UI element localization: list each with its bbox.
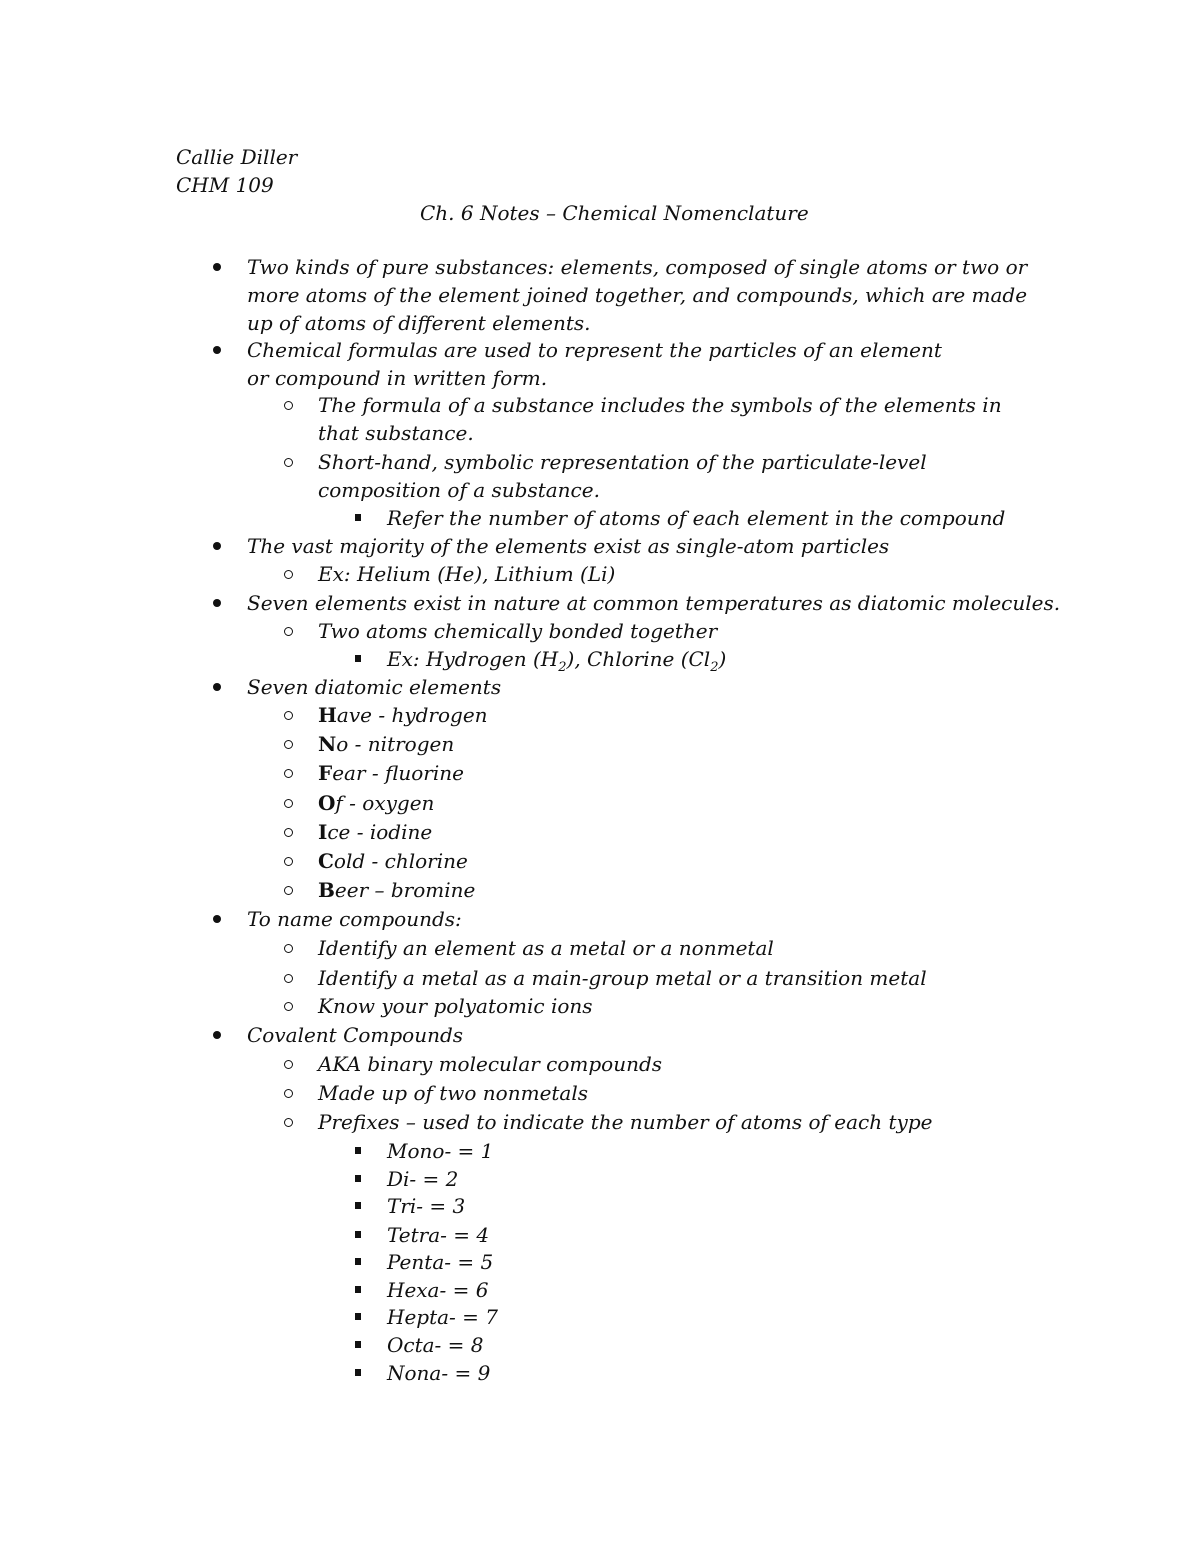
- bullet-icon: [213, 263, 221, 271]
- bullet-icon: [284, 1060, 293, 1069]
- prefix-item: Mono- = 1: [387, 1139, 494, 1163]
- bullet-icon: [355, 1202, 361, 1209]
- note-pure-substances: Two kinds of pure substances: elements, composed of single atoms or two or more atoms of the element joined together, and compounds, which are made up of atoms of different elements.: [247, 255, 1028, 335]
- bullet-icon: [355, 1258, 361, 1265]
- bullet-icon: [284, 886, 293, 895]
- note-covalent: Covalent Compounds: [247, 1023, 464, 1047]
- note-example-single: Ex: Helium (He), Lithium (Li): [318, 562, 616, 586]
- note-made-up: Made up of two nonmetals: [318, 1081, 589, 1105]
- bullet-icon: [213, 346, 221, 354]
- prefix-item: Hepta- = 7: [387, 1305, 498, 1329]
- bullet-icon: [355, 1147, 361, 1154]
- prefix-item: Di- = 2: [387, 1167, 459, 1191]
- prefix-item: Penta- = 5: [387, 1250, 494, 1274]
- note-seven-exist: Seven elements exist in nature at common temperatures as diatomic molecules.: [247, 591, 1061, 615]
- bullet-icon: [213, 542, 221, 550]
- bullet-icon: [213, 683, 221, 691]
- prefix-item: Octa- = 8: [387, 1333, 484, 1357]
- mnemonic-item: No - nitrogen: [318, 732, 455, 756]
- page-title: Ch. 6 Notes – Chemical Nomenclature: [420, 201, 809, 225]
- note-seven-diatomic: Seven diatomic elements: [247, 675, 502, 699]
- note-to-name: To name compounds:: [247, 907, 462, 931]
- bullet-icon: [284, 974, 293, 983]
- bullet-icon: [355, 1341, 361, 1348]
- bullet-icon: [284, 1118, 293, 1127]
- bullet-icon: [284, 458, 293, 467]
- bullet-icon: [284, 828, 293, 837]
- note-example-diatomic: Ex: Hydrogen $(H_2)$, Chlorine $(Cl_2)$: [387, 647, 727, 675]
- prefix-item: Hexa- = 6: [387, 1278, 489, 1302]
- prefix-item: Tri- = 3: [387, 1194, 466, 1218]
- prefix-item: Nona- = 9: [387, 1361, 491, 1385]
- bullet-icon: [284, 769, 293, 778]
- mnemonic-item: Cold - chlorine: [318, 849, 468, 873]
- mnemonic-item: Of - oxygen: [318, 791, 435, 815]
- prefix-item: Tetra- = 4: [387, 1223, 490, 1247]
- bullet-icon: [213, 599, 221, 607]
- mnemonic-item: Ice - iodine: [318, 820, 433, 844]
- note-know-ions: Know your polyatomic ions: [318, 994, 593, 1018]
- author-name: Callie Diller: [176, 145, 298, 169]
- bullet-icon: [355, 1231, 361, 1238]
- note-formulas: Chemical formulas are used to represent the particles of an element or compound in written form.: [247, 338, 942, 390]
- note-prefixes-intro: Prefixes – used to indicate the number of atoms of each type: [318, 1110, 933, 1134]
- bullet-icon: [213, 915, 221, 923]
- note-identify-group: Identify a metal as a main-group metal or a transition metal: [318, 966, 927, 990]
- note-two-atoms: Two atoms chemically bonded together: [318, 619, 718, 643]
- bullet-icon: [284, 944, 293, 953]
- bullet-icon: [355, 655, 361, 662]
- bullet-icon: [284, 711, 293, 720]
- bullet-icon: [284, 1002, 293, 1011]
- bullet-icon: [355, 1286, 361, 1293]
- note-majority: The vast majority of the elements exist as single-atom particles: [247, 534, 890, 558]
- note-aka: AKA binary molecular compounds: [318, 1052, 663, 1076]
- note-shorthand: Short-hand, symbolic representation of the particulate-level composition of a substance.: [318, 450, 927, 502]
- bullet-icon: [355, 1369, 361, 1376]
- bullet-icon: [284, 627, 293, 636]
- bullet-icon: [284, 1089, 293, 1098]
- note-formula-includes: The formula of a substance includes the symbols of the elements in that substance.: [318, 393, 1002, 445]
- note-refer: Refer the number of atoms of each element in the compound: [387, 506, 1006, 530]
- note-identify-metal: Identify an element as a metal or a nonmetal: [318, 936, 774, 960]
- bullet-icon: [284, 401, 293, 410]
- bullet-icon: [213, 1031, 221, 1039]
- bullet-icon: [284, 740, 293, 749]
- bullet-icon: [284, 570, 293, 579]
- bullet-icon: [355, 1175, 361, 1182]
- mnemonic-item: Fear - fluorine: [318, 761, 464, 785]
- course-code: CHM 109: [176, 173, 274, 197]
- bullet-icon: [284, 799, 293, 808]
- mnemonic-item: Have - hydrogen: [318, 703, 488, 727]
- mnemonic-item: Beer – bromine: [318, 878, 476, 902]
- bullet-icon: [355, 1313, 361, 1320]
- bullet-icon: [355, 514, 361, 521]
- bullet-icon: [284, 857, 293, 866]
